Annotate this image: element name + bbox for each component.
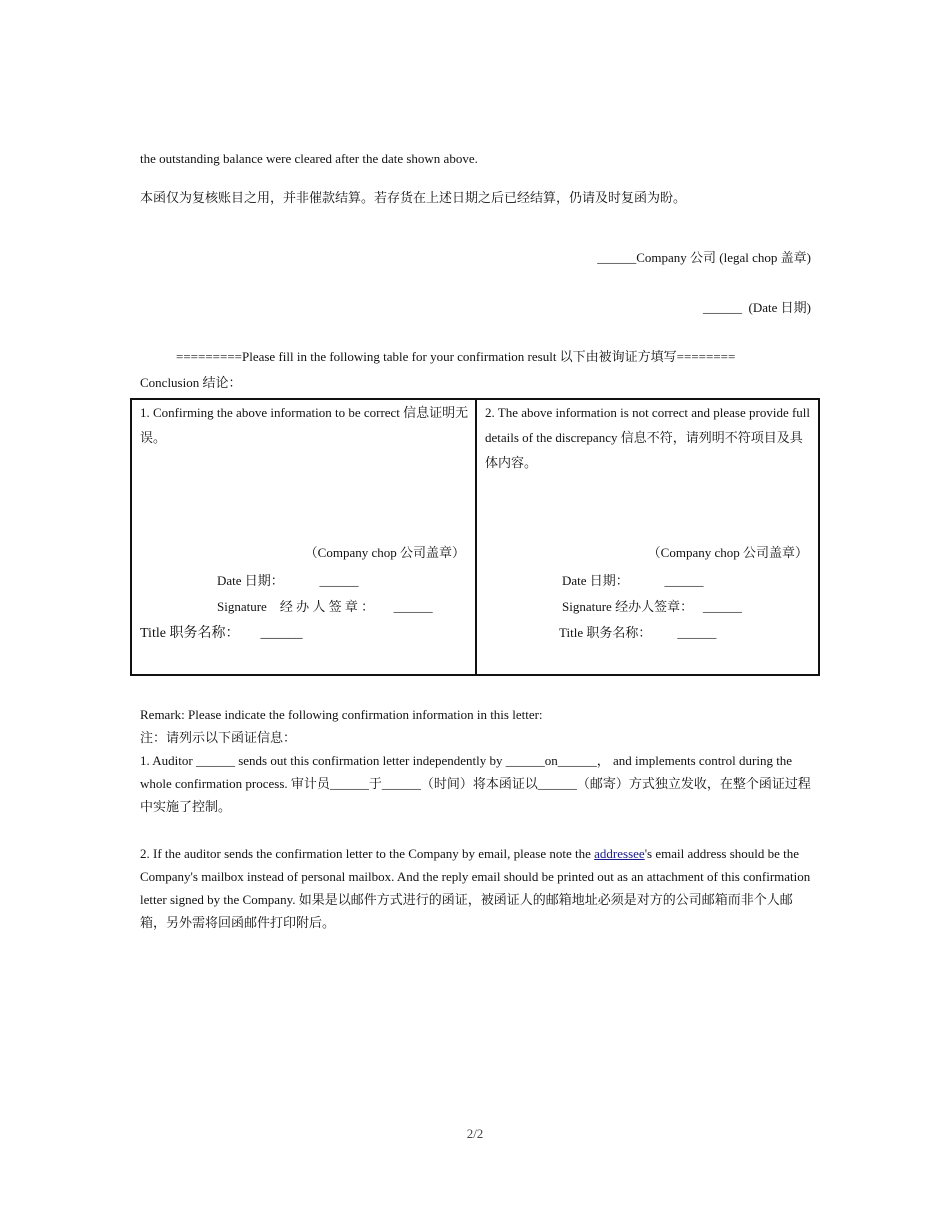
confirm-correct-cell[interactable] bbox=[131, 399, 476, 675]
title-field: Title 职务名称： ______ bbox=[559, 625, 717, 640]
signature-field: Signature 经 办 人 签 章 ： ______ bbox=[217, 599, 433, 614]
remark-item-2 bbox=[140, 842, 814, 934]
remark-heading-chinese: 注：请列示以下函证信息： bbox=[140, 730, 297, 745]
signature-field: Signature 经办人签章： ______ bbox=[562, 599, 742, 614]
confirm-correct-text: 1. Confirming the above information to be correct 信息证明无误。 bbox=[140, 405, 469, 445]
confirm-discrepancy-text: 2. The above information is not correct and please provide full details of the discrepancy 信息不符，请列明不符项目及具体内容。 bbox=[485, 405, 811, 470]
intro-line-english: the outstanding balance were cleared after the date shown above. bbox=[140, 151, 478, 166]
intro-line-chinese: 本函仅为复核账目之用，并非催款结算。若存货在上述日期之后已经结算，仍请及时复函为盼。 bbox=[140, 190, 687, 205]
remark-item-2-text-cont: 's email address should be the Company's mailbox instead of personal mailbox. And the reply email should be printed out as an attachment of this confirmation letter signed by the Company. 如果是以邮件方式进行的函证，被函证人的邮箱地址必须是对方的公司邮箱而非个人邮箱，另外需将回函邮件打印附后。 bbox=[140, 846, 811, 930]
date-field: Date 日期： ______ bbox=[562, 573, 704, 588]
company-chop-label: （Company chop 公司盖章） bbox=[647, 545, 808, 560]
page-number: 2/2 bbox=[466, 1126, 484, 1141]
date-field: Date 日期： ______ bbox=[217, 573, 359, 588]
company-chop-line: ______Company 公司 (legal chop 盖章) bbox=[597, 250, 811, 265]
remark-item-2-text: 2. If the auditor sends the confirmation letter to the Company by email, please note the bbox=[140, 846, 595, 861]
title-field: Title 职务名称： ______ bbox=[140, 626, 303, 641]
remark-heading-english: Remark: Please indicate the following confirmation information in this letter: bbox=[140, 707, 543, 722]
conclusion-label: Conclusion 结论： bbox=[140, 375, 242, 390]
date-line: ______ (Date 日期) bbox=[703, 300, 811, 315]
confirm-discrepancy-cell[interactable] bbox=[476, 399, 819, 675]
addressee-link[interactable]: addressee bbox=[594, 846, 645, 861]
confirmation-table bbox=[130, 398, 820, 676]
company-chop-label: （Company chop 公司盖章） bbox=[304, 545, 465, 560]
confirmation-header: =========Please fill in the following table for your confirmation result 以下由被询证方填写======== bbox=[176, 349, 736, 364]
remark-item-1: 1. Auditor ______ sends out this confirmation letter independently by ______on______， and implements control during the whole confirmation process. 审计员______于______（时间）将本函证以______（邮寄）方式独立发收，在整个函证过程中实施了控制。 bbox=[140, 753, 811, 814]
